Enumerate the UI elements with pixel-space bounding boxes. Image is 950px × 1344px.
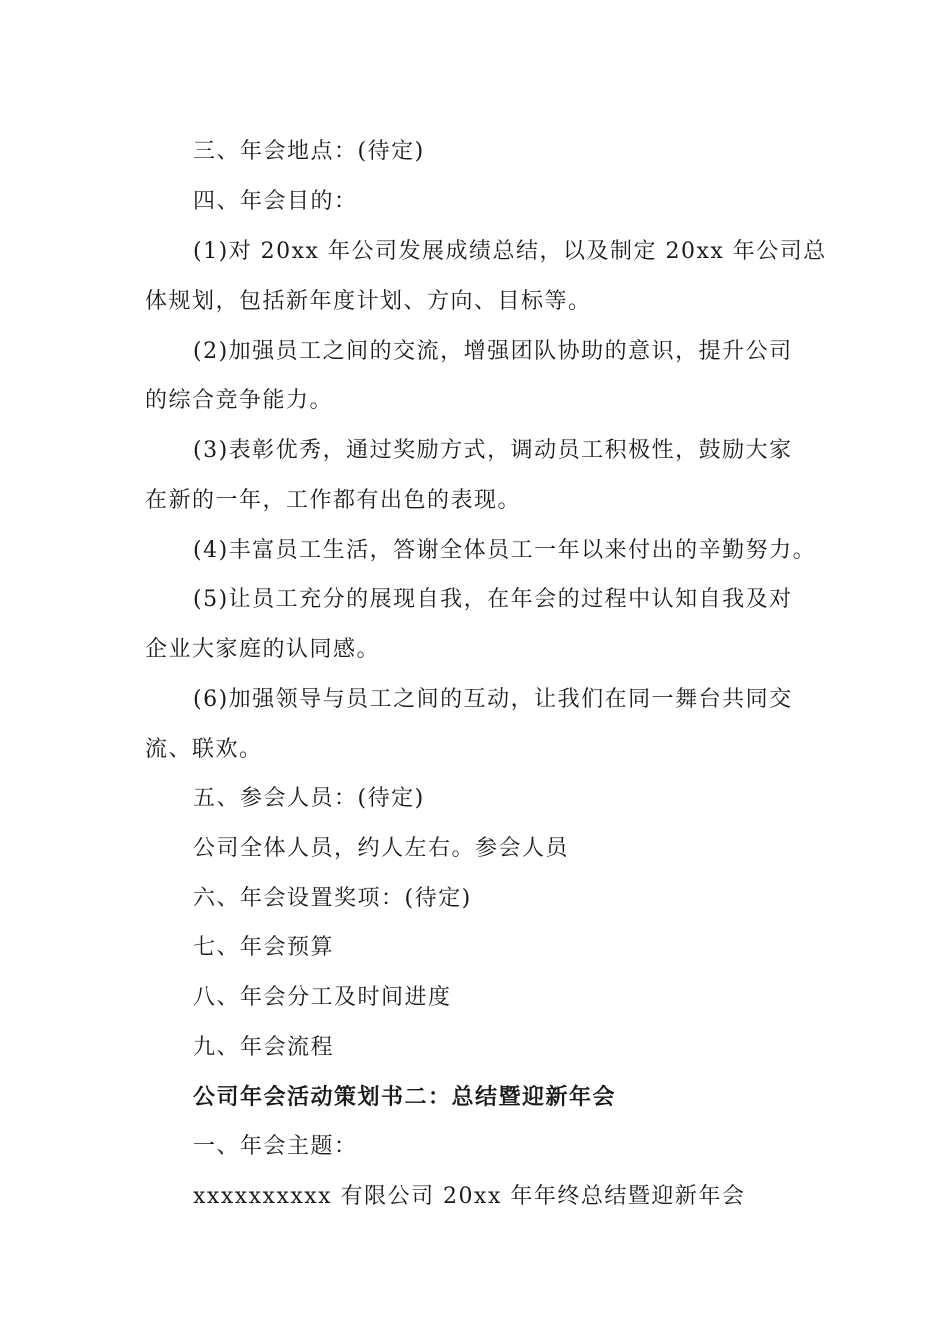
plan-2-title: 公司年会活动策划书二：总结暨迎新年会 xyxy=(193,1084,617,1110)
purpose-6-line-1: (6)加强领导与员工之间的互动，让我们在同一舞台共同交 xyxy=(193,687,793,712)
purpose-6-line-2: 流、联欢。 xyxy=(145,737,263,762)
section-1-theme-heading: 一、年会主题： xyxy=(193,1134,358,1159)
section-4-purpose-heading: 四、年会目的： xyxy=(193,189,358,214)
section-5-attendees-heading: 五、参会人员：(待定) xyxy=(193,786,425,811)
section-8-division-schedule: 八、年会分工及时间进度 xyxy=(193,985,452,1010)
purpose-2-line-1: (2)加强员工之间的交流，增强团队协助的意识，提升公司 xyxy=(193,339,793,364)
section-7-budget: 七、年会预算 xyxy=(193,935,335,960)
theme-text: xxxxxxxxxx 有限公司 20xx 年年终总结暨迎新年会 xyxy=(193,1184,746,1209)
purpose-4-line-1: (4)丰富员工生活，答谢全体员工一年以来付出的辛勤努力。 xyxy=(193,538,817,563)
purpose-1-line-2: 体规划，包括新年度计划、方向、目标等。 xyxy=(145,289,592,314)
section-6-awards: 六、年会设置奖项：(待定) xyxy=(193,886,472,911)
section-9-process: 九、年会流程 xyxy=(193,1035,335,1060)
section-3-venue: 三、年会地点：(待定) xyxy=(193,139,425,164)
purpose-3-line-1: (3)表彰优秀，通过奖励方式，调动员工积极性，鼓励大家 xyxy=(193,438,793,463)
purpose-5-line-2: 企业大家庭的认同感。 xyxy=(145,637,381,662)
purpose-1-line-1: (1)对 20xx 年公司发展成绩总结，以及制定 20xx 年公司总 xyxy=(193,239,827,264)
purpose-5-line-1: (5)让员工充分的展现自我，在年会的过程中认知自我及对 xyxy=(193,587,793,612)
purpose-3-line-2: 在新的一年，工作都有出色的表现。 xyxy=(145,488,522,513)
attendees-text: 公司全体人员，约人左右。参会人员 xyxy=(193,836,570,861)
purpose-2-line-2: 的综合竞争能力。 xyxy=(145,388,334,413)
